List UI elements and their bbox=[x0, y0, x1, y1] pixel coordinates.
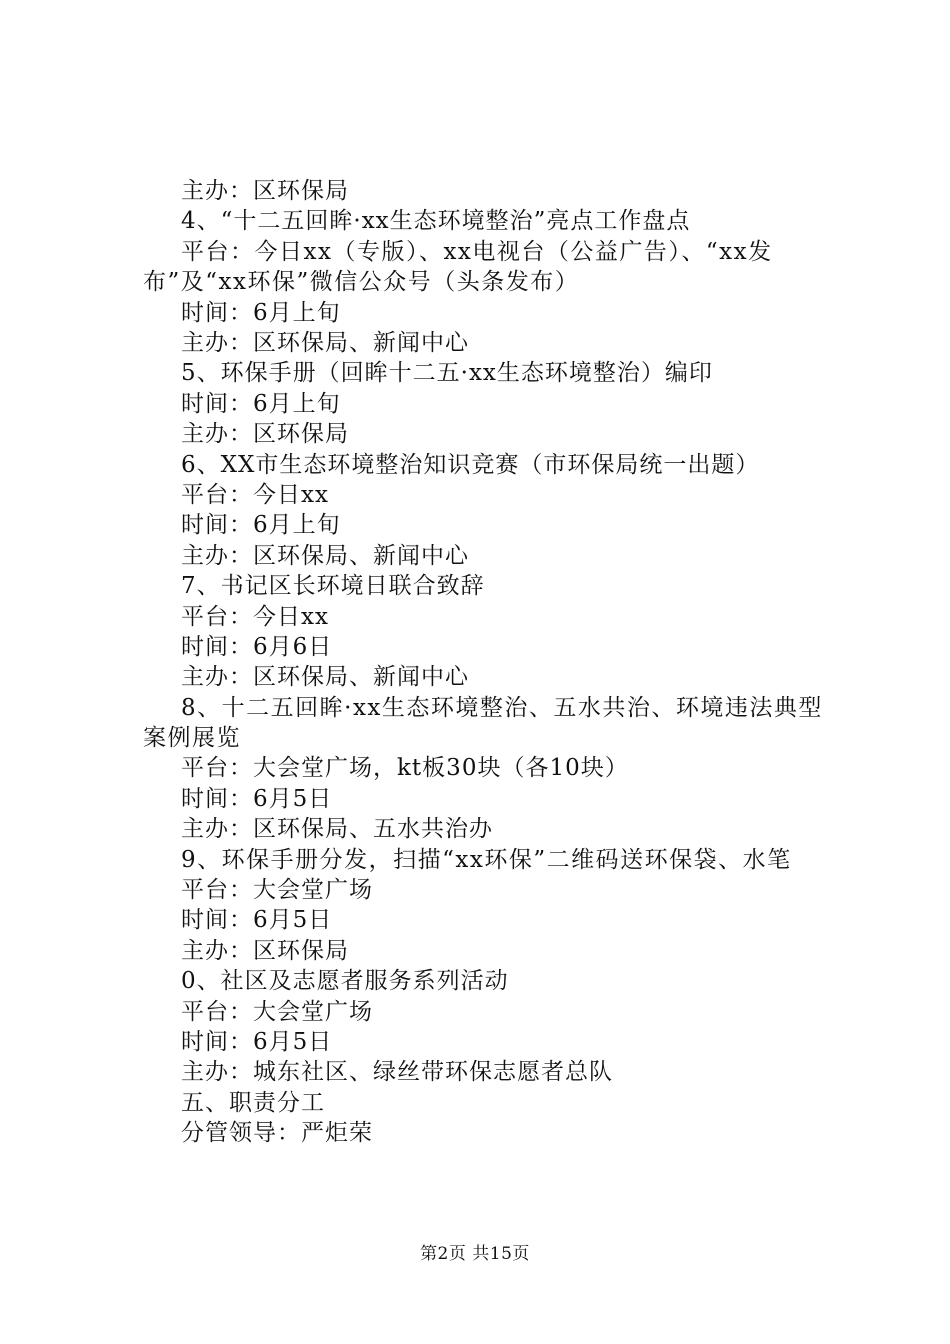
paragraph: 主办：区环保局 bbox=[181, 937, 349, 964]
section-heading: 五、职责分工 bbox=[181, 1089, 325, 1116]
paragraph: 主办：区环保局 bbox=[181, 178, 349, 204]
paragraph: 时间：6月上旬 bbox=[181, 299, 341, 326]
paragraph: 主办：区环保局、新闻中心 bbox=[181, 664, 469, 691]
paragraph: 平台：今日xx（专版）、xx电视台（公益广告）、“xx发布”及“xx环保”微信公众号（头条发布） bbox=[143, 238, 773, 296]
page-footer: 第2页 共15页 bbox=[420, 1244, 530, 1264]
paragraph: 平台：今日xx bbox=[181, 603, 329, 630]
paragraph: 平台：大会堂广场 bbox=[181, 877, 373, 904]
item-heading: 5、环保手册（回眸十二五·xx生态环境整治）编印 bbox=[181, 360, 713, 387]
paragraph: 时间：6月5日 bbox=[181, 907, 333, 934]
item-heading: 7、书记区长环境日联合致辞 bbox=[181, 573, 485, 600]
paragraph: 时间：6月5日 bbox=[181, 785, 333, 812]
paragraph: 主办：区环保局、五水共治办 bbox=[181, 816, 493, 843]
paragraph: 主办：区环保局、新闻中心 bbox=[181, 329, 469, 356]
paragraph: 时间：6月上旬 bbox=[181, 390, 341, 417]
paragraph: 时间：6月上旬 bbox=[181, 512, 341, 539]
item-heading: 6、XX市生态环境整治知识竞赛（市环保局统一出题） bbox=[181, 451, 760, 478]
paragraph: 分管领导：严炬荣 bbox=[181, 1120, 373, 1147]
item-heading: 0、社区及志愿者服务系列活动 bbox=[181, 968, 509, 995]
paragraph: 平台：大会堂广场，kt板30块（各10块） bbox=[181, 755, 629, 782]
paragraph: 平台：今日xx bbox=[181, 481, 329, 508]
item-heading: 9、环保手册分发，扫描“xx环保”二维码送环保袋、水笔 bbox=[181, 846, 792, 873]
paragraph: 主办：区环保局 bbox=[181, 421, 349, 448]
item-heading: 4、“十二五回眸·xx生态环境整治”亮点工作盘点 bbox=[181, 208, 691, 235]
paragraph: 时间：6月5日 bbox=[181, 1029, 333, 1056]
paragraph: 时间：6月6日 bbox=[181, 633, 333, 660]
paragraph: 主办：城东社区、绿丝带环保志愿者总队 bbox=[181, 1059, 613, 1086]
paragraph: 主办：区环保局、新闻中心 bbox=[181, 542, 469, 569]
item-heading: 8、十二五回眸·xx生态环境整治、五水共治、环境违法典型案例展览 bbox=[143, 694, 823, 752]
document-body bbox=[143, 176, 833, 1149]
paragraph: 平台：大会堂广场 bbox=[181, 998, 373, 1025]
